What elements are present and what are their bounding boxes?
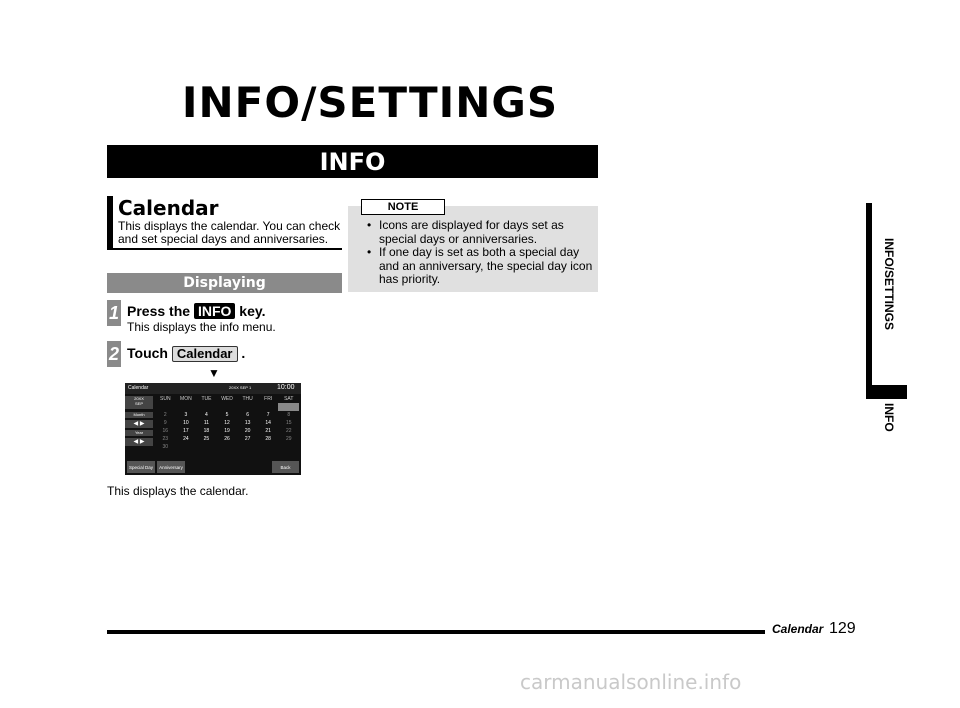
screen-title: Calendar [128,385,149,391]
calendar-day-cell [196,443,217,451]
step-2-post: . [241,345,246,361]
calendar-day-cell [278,443,299,451]
step-2-pre: Touch [127,345,168,361]
info-key: INFO [194,303,235,319]
weekday-header: TUE [201,396,212,402]
calendar-day-cell [176,403,197,411]
step-number-1: 1 [107,300,121,326]
calendar-day-cell [258,443,279,451]
page-number: 129 [829,620,856,637]
step-1-post: key. [239,303,266,319]
calendar-day-cell[interactable]: 17 [183,428,189,434]
screen-clock: 10:00 [277,384,295,391]
calendar-day-cell[interactable]: 18 [203,428,210,434]
calendar-day-cell[interactable]: 16 [162,428,169,434]
calendar-day-cell[interactable]: 19 [224,428,230,434]
calendar-day-cell[interactable]: 14 [265,420,271,426]
year-label: Year [125,430,153,436]
calendar-day-cell[interactable]: 11 [203,420,210,426]
calendar-day-cell[interactable]: 7 [266,412,270,418]
back-button[interactable]: Back [272,461,299,473]
calendar-day-cell[interactable]: 24 [183,436,189,442]
screen-date: 20XX SEP 1 [229,385,252,390]
screen-caption: This displays the calendar. [107,484,249,498]
calendar-day-cell[interactable]: 2 [163,412,167,418]
calendar-day-cell [196,403,217,411]
calendar-day-cell[interactable]: 30 [162,444,169,450]
calendar-day-cell[interactable]: 29 [285,436,292,442]
calendar-day-cell[interactable]: 10 [183,420,189,426]
calendar-day-cell[interactable]: 1 [278,403,299,411]
step-2 [127,344,245,362]
calendar-day-cell[interactable]: 6 [246,412,249,418]
calendar-day-cell[interactable]: 5 [225,412,229,418]
calendar-day-cell [237,443,258,451]
down-arrow-icon: ▼ [208,366,220,380]
note-item: • If one day is set as both a special day and an anniversary, the special day icon has priority. [356,246,594,287]
note-tag: NOTE [361,199,445,215]
calendar-day-cell [217,403,238,411]
screen-header [125,383,301,394]
section-band: INFO [107,145,598,178]
calendar-day-cell[interactable]: 13 [244,420,251,426]
calendar-day-cell[interactable]: 8 [287,412,291,418]
footer-label: Calendar [772,622,824,636]
step-number-2: 2 [107,341,121,367]
section-intro: This displays the calendar. You can check and set special days and anniversaries. [118,219,341,246]
calendar-day-cell[interactable]: 28 [265,436,271,442]
section-heading: Calendar [118,196,219,220]
weekday-header: WED [221,396,233,402]
calendar-day-cell[interactable]: 22 [285,428,292,434]
calendar-day-cell[interactable]: 9 [163,420,167,426]
year-value: 20XX [134,396,144,401]
calendar-day-cell [258,403,279,411]
calendar-day-cell[interactable]: 26 [224,436,230,442]
anniversary-button[interactable]: Anniversary [157,461,185,473]
calendar-section-header [107,196,342,250]
calendar-day-cell [217,443,238,451]
footer-rule [107,630,765,634]
calendar-day-cell[interactable]: 21 [265,428,271,434]
weekday-header: THU [242,396,253,402]
calendar-day-cell [237,403,258,411]
year-month-display [125,396,153,409]
calendar-day-cell[interactable]: 3 [184,412,188,418]
step-1-pre: Press the [127,303,191,319]
calendar-day-cell[interactable]: 15 [285,420,292,426]
month-value: SEP [134,401,143,406]
weekday-header: SAT [284,396,294,402]
calendar-day-cell[interactable]: 25 [203,436,210,442]
page-title: INFO/SETTINGS [181,78,559,127]
note-list [356,219,594,287]
side-tab-top: INFO/SETTINGS [882,238,896,331]
note-item: • Icons are displayed for days set as special days or anniversaries. [356,219,594,246]
weekday-header: SUN [160,396,171,402]
weekday-header: MON [180,396,192,402]
calendar-screen [125,383,301,475]
calendar-day-cell[interactable]: 27 [244,436,251,442]
special-day-button[interactable]: Special Day [127,461,155,473]
weekday-header: FRI [264,396,273,402]
subsection-bar: Displaying [107,273,342,293]
calendar-day-cell[interactable]: 4 [205,412,208,418]
calendar-day-cell[interactable]: 23 [162,436,169,442]
calendar-day-cell[interactable]: 20 [244,428,251,434]
calendar-day-cell [155,403,176,411]
side-tab-bottom: INFO [882,403,896,432]
calendar-grid [155,395,299,451]
step-1 [127,302,276,334]
month-arrows[interactable]: ◀ ▶ [125,420,153,428]
calendar-key: Calendar [172,346,238,362]
calendar-day-cell[interactable]: 12 [224,420,230,426]
month-label: Month [125,412,153,418]
watermark: carmanualsonline.info [520,670,742,694]
calendar-day-cell [176,443,197,451]
year-arrows[interactable]: ◀ ▶ [125,438,153,446]
step-1-desc: This displays the info menu. [127,320,276,334]
